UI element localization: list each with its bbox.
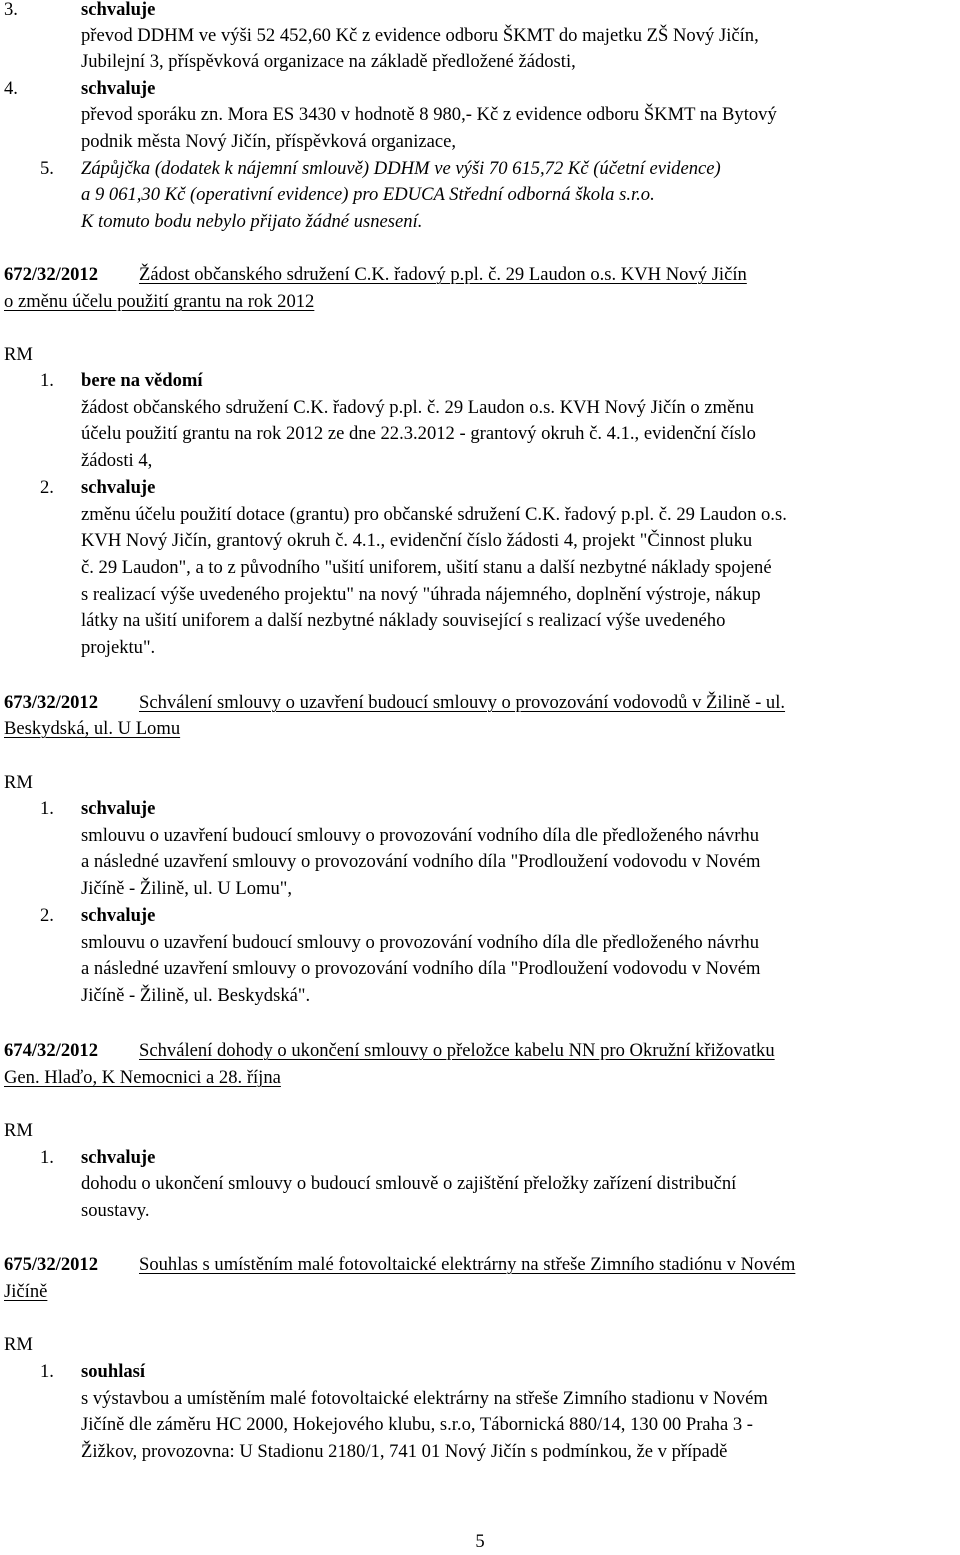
section-title: Schválení dohody o ukončení smlouvy o přeložce kabelu NN pro Okružní křižovatku (139, 1040, 775, 1061)
resolution-verb: schvaluje (81, 477, 156, 498)
list-item-number: 3. (4, 0, 18, 20)
section-heading (4, 1252, 795, 1279)
text-line: s výstavbou a umístěním malé fotovoltaické elektrárny na střeše Zimního stadionu v Novém (81, 1388, 768, 1409)
section-heading (4, 262, 747, 289)
text-line: soustavy. (81, 1200, 150, 1221)
list-item-number: 2. (40, 905, 54, 926)
rm-label: RM (4, 1120, 33, 1141)
list-item-number: 4. (4, 78, 18, 99)
text-line: podnik města Nový Jičín, příspěvková organizace, (81, 131, 457, 152)
rm-label: RM (4, 772, 33, 793)
resolution-verb: schvaluje (81, 0, 156, 20)
section-heading (4, 1038, 775, 1065)
list-item-number: 2. (40, 477, 54, 498)
section-title: o změnu účelu použití grantu na rok 2012 (4, 291, 315, 312)
text-line: č. 29 Laudon", a to z původního "ušití uniforem, ušití stanu a další nezbytné náklady spojené (81, 557, 772, 578)
text-line: K tomuto bodu nebylo přijato žádné usnesení. (81, 211, 423, 232)
section-title: Gen. Hlaďo, K Nemocnici a 28. října (4, 1067, 281, 1088)
section-heading (4, 690, 785, 717)
text-line: Žižkov, provozovna: U Stadionu 2180/1, 741 01 Nový Jičín s podmínkou, že v případě (81, 1441, 728, 1462)
text-line: Jičíně - Žilině, ul. U Lomu", (81, 878, 293, 899)
resolution-number: 673/32/2012 (4, 692, 99, 713)
rm-label: RM (4, 344, 33, 365)
section-title: Jičíně (4, 1281, 48, 1302)
section-title: Beskydská, ul. U Lomu (4, 718, 181, 739)
resolution-verb: schvaluje (81, 1147, 156, 1168)
text-line: a následné uzavření smlouvy o provozování vodního díla "Prodloužení vodovodu v Novém (81, 851, 761, 872)
text-line: a 9 061,30 Kč (operativní evidence) pro EDUCA Střední odborná škola s.r.o. (81, 184, 655, 205)
resolution-number: 675/32/2012 (4, 1254, 99, 1275)
text-line: převod sporáku zn. Mora ES 3430 v hodnotě 8 980,- Kč z evidence odboru ŠKMT na Bytový (81, 104, 777, 125)
text-line: smlouvu o uzavření budoucí smlouvy o provozování vodního díla dle předloženého návrhu (81, 932, 760, 953)
text-line: smlouvu o uzavření budoucí smlouvy o provozování vodního díla dle předloženého návrhu (81, 825, 760, 846)
text-line: a následné uzavření smlouvy o provozování vodního díla "Prodloužení vodovodu v Novém (81, 958, 761, 979)
text-line: s realizací výše uvedeného projektu" na nový "úhrada nájemného, doplnění výstroje, nákup (81, 584, 761, 605)
rm-label: RM (4, 1334, 33, 1355)
resolution-number: 674/32/2012 (4, 1040, 99, 1061)
text-line: žádosti 4, (81, 450, 153, 471)
resolution-verb: schvaluje (81, 78, 156, 99)
text-line: účelu použití grantu na rok 2012 ze dne 22.3.2012 - grantový okruh č. 4.1., evidenční číslo (81, 423, 756, 444)
text-line: dohodu o ukončení smlouvy o budoucí smlouvě o zajištění přeložky zařízení distribuční (81, 1173, 737, 1194)
resolution-verb: bere na vědomí (81, 370, 203, 391)
text-line: Jubilejní 3, příspěvková organizace na základě předložené žádosti, (81, 51, 576, 72)
resolution-verb: souhlasí (81, 1361, 146, 1382)
page-number: 5 (475, 1530, 485, 1552)
text-line: Jičíně dle záměru HC 2000, Hokejového klubu, s.r.o, Tábornická 880/14, 130 00 Praha 3 - (81, 1414, 753, 1435)
list-item-number: 1. (40, 1361, 54, 1382)
text-line: změnu účelu použití dotace (grantu) pro občanské sdružení C.K. řadový p.pl. č. 29 Laudon o.s. (81, 504, 787, 525)
list-item-number: 1. (40, 370, 54, 391)
text-line: látky na ušití uniforem a další nezbytné náklady související s realizací výše uvedeného (81, 610, 726, 631)
section-title: Souhlas s umístěním malé fotovoltaické elektrárny na střeše Zimního stadiónu v Novém (139, 1254, 796, 1275)
text-line: Jičíně - Žilině, ul. Beskydská". (81, 985, 311, 1006)
resolution-verb: schvaluje (81, 798, 156, 819)
text-line: žádost občanského sdružení C.K. řadový p.pl. č. 29 Laudon o.s. KVH Nový Jičín o změnu (81, 397, 754, 418)
text-line: Zápůjčka (dodatek k nájemní smlouvě) DDHM ve výši 70 615,72 Kč (účetní evidence) (81, 158, 721, 179)
section-title: Schválení smlouvy o uzavření budoucí smlouvy o provozování vodovodů v Žilině - ul. (139, 692, 786, 713)
resolution-verb: schvaluje (81, 905, 156, 926)
list-item-number: 1. (40, 798, 54, 819)
list-item-number: 5. (40, 158, 54, 179)
resolution-number: 672/32/2012 (4, 264, 99, 285)
text-line: projektu". (81, 637, 156, 658)
text-line: KVH Nový Jičín, grantový okruh č. 4.1., evidenční číslo žádosti 4, projekt "Činnost pluku (81, 530, 753, 551)
section-title: Žádost občanského sdružení C.K. řadový p.pl. č. 29 Laudon o.s. KVH Nový Jičín (139, 264, 747, 285)
text-line: převod DDHM ve výši 52 452,60 Kč z evidence odboru ŠKMT do majetku ZŠ Nový Jičín, (81, 25, 759, 46)
list-item-number: 1. (40, 1147, 54, 1168)
